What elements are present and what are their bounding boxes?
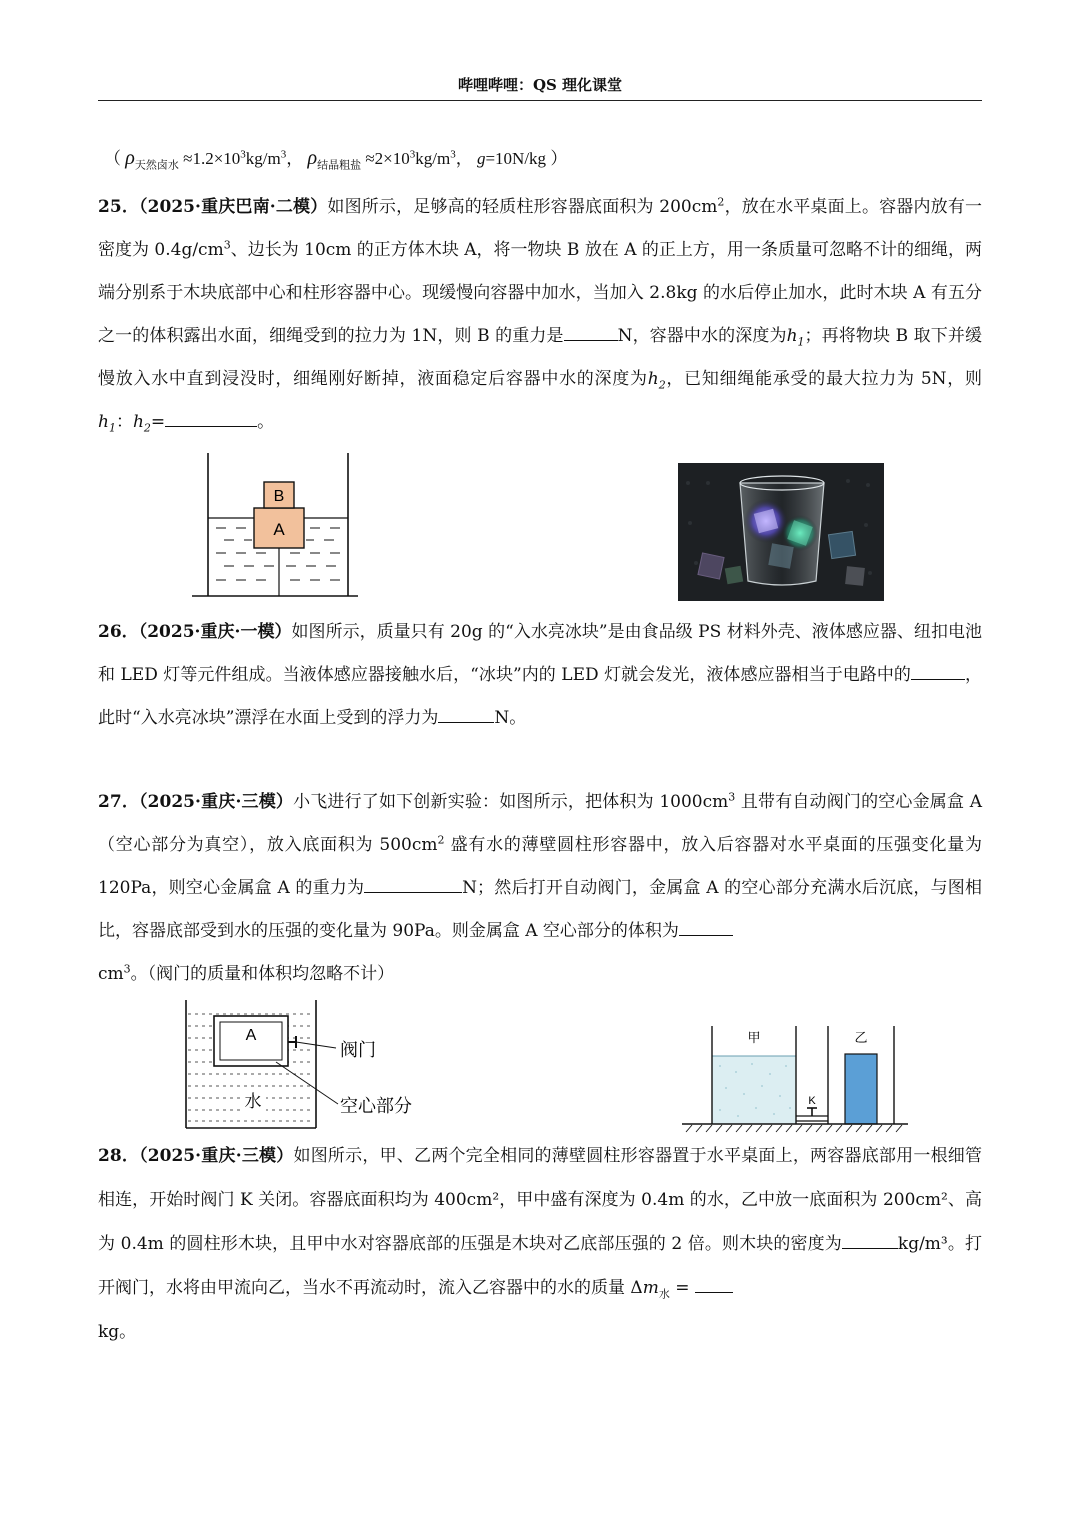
q26-text: N。 — [494, 708, 527, 728]
q25-text: 如图所示，足够高的轻质柱形容器底面积为 200cm — [327, 197, 718, 217]
equals: = — [669, 1278, 695, 1298]
q27-text: N；然后打开自动阀门，金属盒 A 的空心部分充满水后沉底，与图相比，容器底部受到水的压强的变化量为 90Pa。则金属盒 A 空心部分的体积为 — [98, 878, 982, 941]
unit: kg/m — [245, 149, 281, 168]
q25-text: ，放在水平桌面上。容器内放有一密度为 0.4g/cm — [98, 197, 983, 260]
rho-brine-value: ≈1.2×10 — [183, 149, 241, 168]
question-26-label: 26．（2025·重庆·一模） — [98, 622, 292, 642]
q27-text: cm — [98, 964, 124, 984]
answer-blank-buoyancy[interactable] — [438, 704, 494, 723]
gravity-symbol: g — [476, 149, 486, 168]
header-divider — [98, 100, 982, 101]
label-yi: 乙 — [854, 1031, 868, 1046]
q28-text: kg。 — [98, 1322, 137, 1342]
q25-text: ，已知细绳能承受的最大拉力为 5N，则 — [665, 369, 982, 389]
answer-blank-hollow-volume[interactable] — [679, 917, 733, 936]
label-water: 水 — [244, 1092, 262, 1112]
label-a: A — [245, 1027, 257, 1044]
h1-symbol: h — [786, 326, 798, 346]
rho-subscript-brine: 天然卤水 — [134, 159, 179, 172]
question-25 — [98, 186, 982, 444]
q26-text: ，此时“入水亮冰块”漂浮在水面上受到的浮力为 — [98, 665, 983, 728]
formula-open-paren: （ — [104, 149, 121, 168]
separator: ， — [286, 149, 304, 168]
question-27 — [98, 781, 982, 996]
q27-text: 小飞进行了如下创新实验：如图所示，把体积为 1000cm — [293, 792, 729, 812]
h2-symbol: h — [647, 369, 659, 389]
question-27-label: 27．（2025·重庆·三模） — [98, 792, 294, 812]
answer-blank-wood-density[interactable] — [842, 1230, 898, 1249]
answer-blank-ratio[interactable] — [165, 408, 257, 427]
unit: kg/m — [415, 149, 451, 168]
subscript: 水 — [658, 1287, 670, 1301]
question-25-label: 25．（2025·重庆巴南·二模） — [98, 197, 328, 217]
q25-text: 、边长为 10cm 的正方体木块 A，将一物块 B 放在 A 的正上方，用一条质量可忽略不计的细绳，两端分别系于木块底部中心和柱形容器中心。现缓慢向容器中加水，当加入 2.8kg 的水后停止加水，此时木块 A 有五分之一的体积露出水面，细绳受到的拉力为 1N，则 B 的重力是 — [98, 240, 982, 346]
superscript: 2 — [437, 833, 445, 847]
label-hollow-part: 空心部分 — [340, 1096, 412, 1117]
equals: = — [150, 412, 166, 432]
q25-text: ；再将物块 B 取下并缓慢放入水中直到浸没时，细绳刚好断掉，液面稳定后容器中水的深度为 — [98, 326, 982, 389]
rho-symbol: ρ — [125, 147, 135, 169]
subscript: 1 — [108, 421, 116, 435]
h2-symbol: h — [132, 412, 144, 432]
formula-close-paren: ） — [550, 149, 568, 168]
ratio-separator: ： — [115, 412, 133, 432]
superscript: 3 — [728, 790, 736, 804]
q26-text: 如图所示，质量只有 20g 的“入水亮冰块”是由食品级 PS 材料外壳、液体感应器、纽扣电池和 LED 灯等元件组成。当液体感应器接触水后，“冰块”内的 LED 灯就会发光，液体感应器相当于电路中的 — [98, 622, 982, 685]
q28-text: 如图所示，甲、乙两个完全相同的薄壁圆柱形容器置于水平桌面上，两容器底部用一根细管相连，开始时阀门 K 关闭。容器底面积均为 400cm²，甲中盛有深度为 0.4m 的水，乙中放一底面积为 200cm²、高为 0.4m 的圆柱形木块，且甲中水对容器底部的压强是木块对乙底部压强的 2 倍。则木块的密度为 — [98, 1146, 983, 1254]
q25-container-diagram — [190, 450, 360, 606]
density-formula-line — [104, 144, 567, 170]
q28-text: kg/m³。打开阀门，水将由甲流向乙，当水不再流动时，流入乙容器中的水的质量 Δ — [98, 1234, 982, 1298]
rho-salt-value: ≈2×10 — [365, 149, 410, 168]
h1-symbol: h — [98, 412, 109, 432]
unit-exponent: 3 — [280, 148, 287, 161]
label-jia: 甲 — [747, 1031, 761, 1046]
separator: ， — [455, 149, 473, 168]
question-26 — [98, 611, 982, 740]
subscript: 2 — [658, 378, 666, 392]
unit-exponent: 3 — [450, 148, 456, 161]
superscript: 3 — [223, 238, 231, 252]
wooden-cylinder — [845, 1054, 877, 1124]
question-28-label: 28．（2025·重庆·三模） — [98, 1146, 294, 1166]
period: 。 — [257, 412, 275, 432]
question-28 — [98, 1134, 982, 1354]
exponent: 3 — [240, 148, 246, 161]
rho-subscript-salt: 结晶粗盐 — [317, 159, 362, 172]
exponent: 3 — [409, 148, 416, 161]
glowing-ice-cube-photo — [678, 463, 884, 601]
q28-connected-containers-diagram — [680, 1022, 910, 1136]
ice-cube-illustration — [678, 463, 884, 601]
gravity-value: =10N/kg — [485, 149, 547, 168]
q27-text: 。（阀门的质量和体积均忽略不计） — [130, 964, 395, 984]
q27-text: 盛有水的薄壁圆柱形容器中，放入后容器对水平桌面的压强变化量为 120Pa，则空心金属盒 A 的重力为 — [98, 835, 982, 898]
mass-symbol: m — [642, 1278, 659, 1298]
answer-blank-water-mass[interactable] — [695, 1274, 733, 1293]
page-header-title: 哔哩哔哩：QS 理化课堂 — [457, 76, 623, 94]
answer-blank-b-weight[interactable] — [564, 322, 618, 341]
answer-blank-weight-a[interactable] — [364, 874, 462, 893]
label-valve: 阀门 — [340, 1040, 376, 1061]
rho-symbol: ρ — [307, 147, 318, 169]
subscript: 1 — [797, 335, 805, 349]
superscript: 3 — [123, 962, 131, 976]
q25-text: N，容器中水的深度为 — [617, 326, 787, 346]
q27-metal-box-diagram — [178, 996, 438, 1132]
label-valve-k: K — [808, 1095, 816, 1107]
answer-blank-component[interactable] — [911, 661, 965, 680]
superscript: 2 — [717, 195, 725, 209]
subscript: 2 — [143, 421, 151, 435]
q27-text: 且带有自动阀门的空心金属盒 A（空心部分为真空），放入底面积为 500cm — [98, 792, 982, 855]
label-b: B — [273, 488, 285, 505]
label-a: A — [273, 520, 285, 539]
